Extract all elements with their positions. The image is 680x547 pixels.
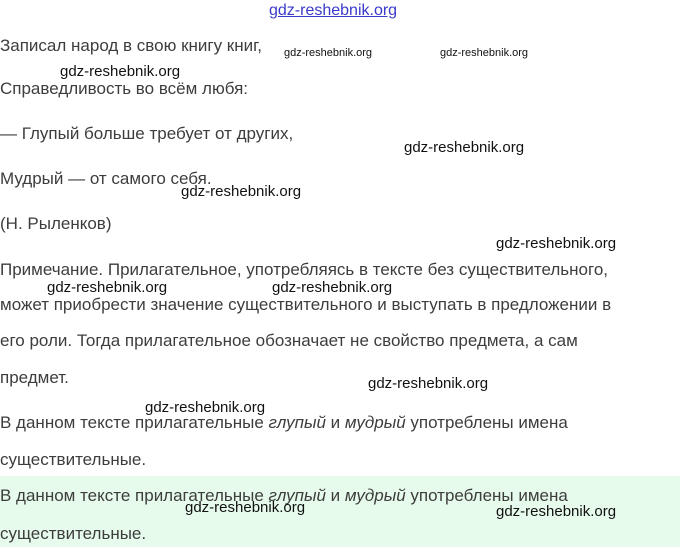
watermark: gdz-reshebnik.org [284,47,373,59]
answer-text: В данном тексте прилагательные [0,486,269,505]
answer-word-glupy: глупый [268,486,326,505]
poem-author: (Н. Рыленков) [0,214,112,233]
note-line-1: Примечание. Прилагательное, употребляясь в тексте без существительного, [0,260,608,279]
answer-word-mudry: мудрый [344,486,406,505]
note-line-2: может приобрести значение существительного и выступать в предложении в [0,295,612,314]
answer-text: употреблены имена [405,486,568,505]
poem-line-4: Мудрый — от самого себя. [0,169,212,188]
watermark: gdz-reshebnik.org [181,183,302,200]
poem-line-3: — Глупый больше требует от других, [0,124,294,143]
answer-text: и [325,486,345,505]
watermark: gdz-reshebnik.org [496,503,617,520]
watermark: gdz-reshebnik.org [368,375,489,392]
watermark: gdz-reshebnik.org [145,399,266,416]
watermark: gdz-reshebnik.org [60,63,181,80]
watermark: gdz-reshebnik.org [185,499,306,516]
poem-line-2: Справедливость во всём любя: [0,79,248,98]
task-text: и [325,413,345,432]
note-line-4: предмет. [0,368,69,387]
watermark: gdz-reshebnik.org [404,139,525,156]
task-word-mudry: мудрый [344,413,406,432]
watermark: gdz-reshebnik.org [496,235,617,252]
poem-line-1: Записал народ в свою книгу книг, [0,36,262,55]
note-line-3: его роли. Тогда прилагательное обозначает не свойство предмета, а сам [0,331,578,350]
watermark: gdz-reshebnik.org [440,47,529,59]
watermark: gdz-reshebnik.org [272,279,393,296]
watermark-top-link[interactable]: gdz-reshebnik.org [269,2,398,19]
watermark: gdz-reshebnik.org [47,279,168,296]
task-text: В данном тексте прилагательные [0,413,269,432]
task-line-2: существительные. [0,450,147,469]
answer-line-2: существительные. [0,524,147,543]
task-text: употреблены имена [405,413,568,432]
task-line-1 [0,412,568,434]
task-word-glupy: глупый [268,413,326,432]
